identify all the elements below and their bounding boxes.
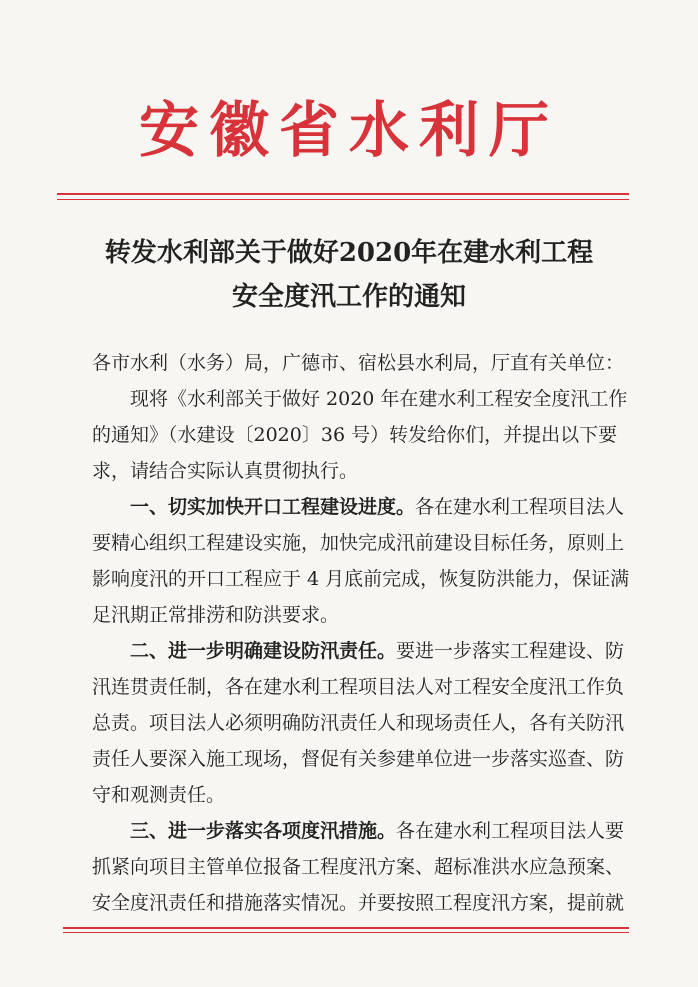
section-2-line: 责任人要深入施工现场，督促有关参建单位进一步落实巡查、防: [92, 748, 625, 770]
section-2-line: 汛连贯责任制，各在建水利工程项目法人对工程安全度汛工作负: [92, 676, 625, 698]
section-3-line: 安全度汛责任和措施落实情况。并要按照工程度汛方案，提前就: [92, 892, 625, 914]
document-title-line-1: 转发水利部关于做好2020年在建水利工程: [104, 238, 594, 268]
section-1-heading: 一、切实加快开口工程建设进度。: [130, 496, 416, 518]
intro-line-3: 求，请结合实际认真贯彻执行。: [92, 460, 359, 482]
section-3-lead: 各在建水利工程项目法人要: [396, 820, 625, 842]
section-1-line: 足汛期正常排涝和防洪要求。: [92, 604, 340, 626]
intro-line-2: 的通知》（水建设〔2020〕36 号）转发给你们，并提出以下要: [92, 424, 618, 446]
masthead-red-rule: [57, 193, 629, 195]
footer-red-rule: [63, 927, 629, 929]
addressee: 各市水利（水务）局，广德市、宿松县水利局，厅直有关单位：: [92, 352, 625, 374]
section-3-first-line: [130, 813, 670, 849]
section-2-lead: 要进一步落实工程建设、防: [396, 640, 625, 662]
intro-line-1: 现将《水利部关于做好 2020 年在建水利工程安全度汛工作: [130, 388, 628, 410]
section-2-line: 守和观测责任。: [92, 784, 226, 806]
section-1-line: 要精心组织工程建设实施，加快完成汛前建设目标任务，原则上: [92, 532, 625, 554]
section-1-lead: 各在建水利工程项目法人: [415, 496, 625, 518]
section-2-line: 总责。项目法人必须明确防汛责任人和现场责任人，各有关防汛: [92, 712, 625, 734]
section-2-first-line: [130, 633, 670, 669]
section-1-first-line: [130, 489, 670, 525]
section-3-heading: 三、进一步落实各项度汛措施。: [130, 820, 397, 842]
section-1-line: 影响度汛的开口工程应于 4 月底前完成，恢复防洪能力，保证满: [92, 568, 630, 590]
section-3-line: 抓紧向项目主管单位报备工程度汛方案、超标准洪水应急预案、: [92, 856, 625, 878]
masthead-red-rule-thin: [57, 199, 629, 200]
footer-red-rule-thin: [63, 932, 629, 933]
masthead-org-name: 安徽省水利厅: [139, 96, 559, 166]
document-title-line-2: 安全度汛工作的通知: [231, 282, 466, 312]
section-2-heading: 二、进一步明确建设防汛责任。: [130, 640, 397, 662]
